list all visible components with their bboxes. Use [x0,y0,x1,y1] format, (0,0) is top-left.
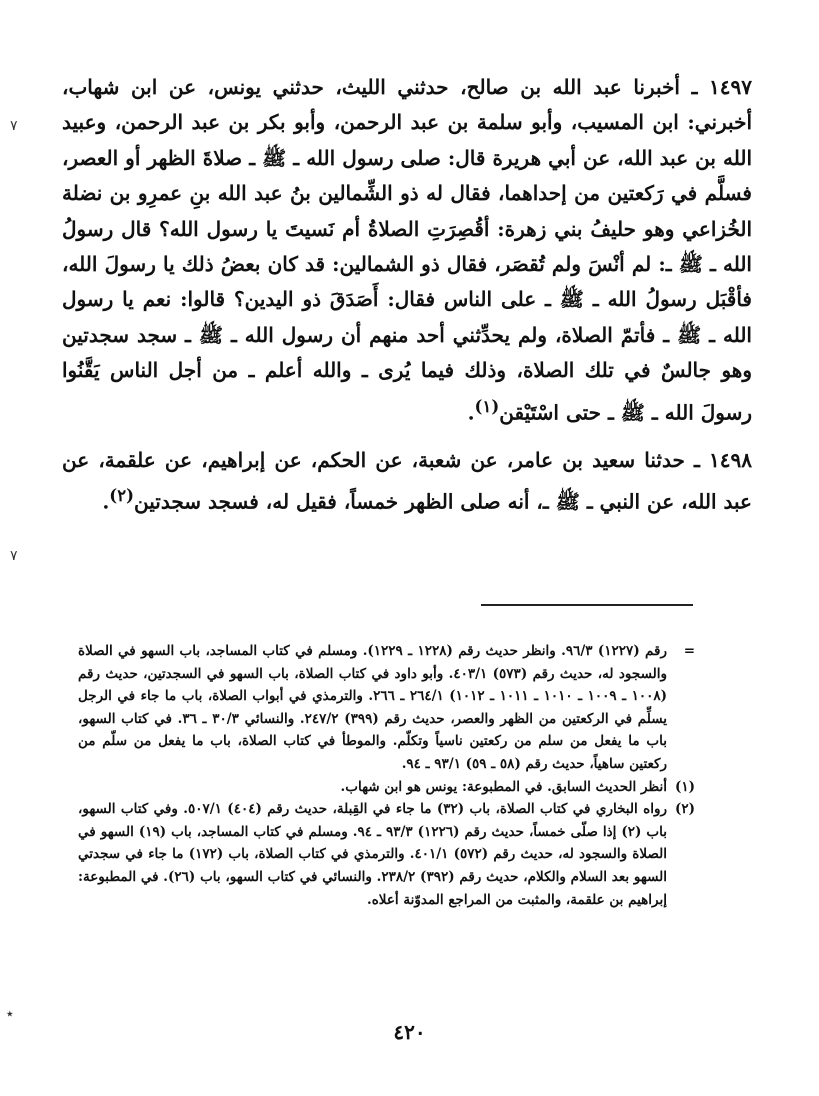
footnote-ref: (٢) [109,485,135,506]
hadith-1497: ١٤٩٧ ـ أخبرنا عبد الله بن صالح، حدثني الليث، حدثني يونس، عن ابن شهاب، أخبرني: ابن المسيب، وأبو سلمة بن عبد الرحمن، وأبو بكر بن عبد الرحمن، وعبيد الله بن عبد الله، عن أبي هريرة قال: صلى رسول الله ـ ﷺ ـ صلاةَ الظهر أو العصر، فسلَّم في رَكعتين من إحداهما، فقال له ذو الشِّمالين بنُ عبد الله بنِ عمرِو بن نضلة الخُزاعي وهو حليفُ بني زهرة: أقُصِرَتِ الصلاةُ أم نَسيتَ يا رسول الله؟ قال رسولُ الله ـ ﷺ ـ: لم أنْسَ ولم تُقصَر، فقال ذو الشمالين: قد كان بعضُ ذلك يا رسولَ الله، فأقْبَل رسولُ الله ـ ﷺ ـ على الناس فقال: أَصَدَقَ ذو اليدين؟ قالوا: نعم يا رسول الله ـ ﷺ ـ فأتمّ الصلاة، ولم يحدِّثني أحد منهم أن رسول الله ـ ﷺ ـ سجد سجدتين وهو جالسٌ في تلك الصلاة، وذلك فيما يُرى ـ والله أعلم ـ من أجل الناس يَقَّنُوا رسولَ الله ـ ﷺ ـ حتى اسْتَيْقن$^{(١)}$. [62,75,753,425]
footnote-text: رقم (١٢٢٧) ٩٦/٣. وانظر حديث رقم (١٢٢٨ ـ ١٢٢٩). ومسلم في كتاب المساجد، باب السهو في الصلاة والسجود له، حديث رقم (٥٧٣) ٤٠٣/١. وأبو داود في كتاب الصلاة، باب السهو في السجدتين، حديث رقم (١٠٠٨ ـ ١٠٠٩ ـ ١٠١٠ ـ ١٠١١ ـ ١٠١٢) ٢٦٤/١ ـ ٢٦٦. والترمذي في أبواب الصلاة، باب ما جاء في الرجل يسلِّم في الركعتين من الظهر والعصر، حديث رقم (٣٩٩) ٢٤٧/٢. والنسائي ٣٠/٣ ـ ٣٦. في كتاب السهو، باب ما يفعل من سلم من ركعتين ناسياً وتكلّم. والموطأ في كتاب الصلاة، باب ما يفعل من سلّم من ركعتين ساهياً، حديث رقم (٥٨ ـ ٥٩) ٩٣/١ ـ ٩٤. [78,643,667,772]
footnote-separator [481,604,693,606]
footnote-1 [78,776,695,799]
footnote-2 [78,798,695,911]
edge-mark: ٧ [10,118,18,134]
footnote-mark: (١) [674,778,695,795]
hadith-text: ـ أخبرنا عبد الله بن صالح، حدثني الليث، حدثني يونس، عن ابن شهاب، أخبرني: ابن المسيب، وأبو سلمة بن عبد الرحمن، وأبو بكر بن عبد الرحمن، وعبيد الله بن عبد الله، عن أبي هريرة قال: صلى رسول الله ـ ﷺ ـ صلاةَ الظهر أو العصر، فسلَّم في رَكعتين من إحداهما، فقال له ذو الشِّمالين بنُ عبد الله بنِ عمرِو بن نضلة الخُزاعي وهو حليفُ بني زهرة: أقُصِرَتِ الصلاةُ أم نَسيتَ يا رسول الله؟ قال رسولُ الله ـ ﷺ ـ: لم أنْسَ ولم تُقصَر، فقال ذو الشمالين: قد كان بعضُ ذلك يا رسولَ الله، فأقْبَل رسولُ الله ـ ﷺ ـ على الناس فقال: أَصَدَقَ ذو اليدين؟ قالوا: نعم يا رسول الله ـ ﷺ ـ فأتمّ الصلاة، ولم يحدِّثني أحد منهم أن رسول الله ـ ﷺ ـ سجد سجدتين وهو جالسٌ في تلك الصلاة، وذلك فيما يُرى ـ والله أعلم ـ من أجل الناس يَقَّنُوا رسولَ الله ـ ﷺ ـ حتى اسْتَيْقن [62,75,753,425]
footnote-ref: (١) [474,395,500,416]
hadith-text: ـ حدثنا سعيد بن عامر، عن شعبة، عن الحكم، عن إبراهيم، عن علقمة، عن عبد الله، عن النبي ـ ﷺ ـ، أنه صلى الظهر خمساً، فقيل له، فسجد سجدتين [62,447,752,514]
hadith-number: ١٤٩٨ [709,447,752,472]
main-text [62,70,752,520]
footnote-text: أنظر الحديث السابق. في المطبوعة: يونس هو ابن شهاب. [340,778,667,795]
footnotes [78,640,695,911]
edge-mark: ٭ [6,1006,14,1022]
footnote-continuation [78,640,695,776]
hadith-1498: ١٤٩٨ ـ حدثنا سعيد بن عامر، عن شعبة، عن الحكم، عن إبراهيم، عن علقمة، عن عبد الله، عن النبي ـ ﷺ ـ، أنه صلى الظهر خمساً، فقيل له، فسجد سجدتين$^{(٢)}$. [62,447,752,514]
footnote-mark: = [683,643,695,659]
footnote-text: رواه البخاري في كتاب الصلاة، باب (٣٢) ما جاء في القِبلة، حديث رقم (٤٠٤) ٥٠٧/١. وفي كتاب السهو، باب (٢) إذا صلّى خمساً، حديث رقم (١٢٢٦) ٩٣/٣ ـ ٩٤. ومسلم في كتاب المساجد، باب (١٩) السهو في الصلاة والسجود له، حديث رقم (٥٧٢) ٤٠١/١. والترمذي في كتاب الصلاة، باب (١٧٢) ما جاء في سجدتي السهو بعد السلام والكلام، حديث رقم (٣٩٢) ٢٣٨/٢. والنسائي في كتاب السهو، باب (٢٦). في المطبوعة: إبراهيم بن علقمة، والمثبت من المراجع المدوّنة أعلاه. [78,801,668,908]
footnote-mark: (٢) [674,801,695,818]
edge-mark: ٧ [10,548,18,564]
page-number: ٤٢٠ [393,1020,426,1044]
hadith-number: ١٤٩٧ [709,75,752,99]
